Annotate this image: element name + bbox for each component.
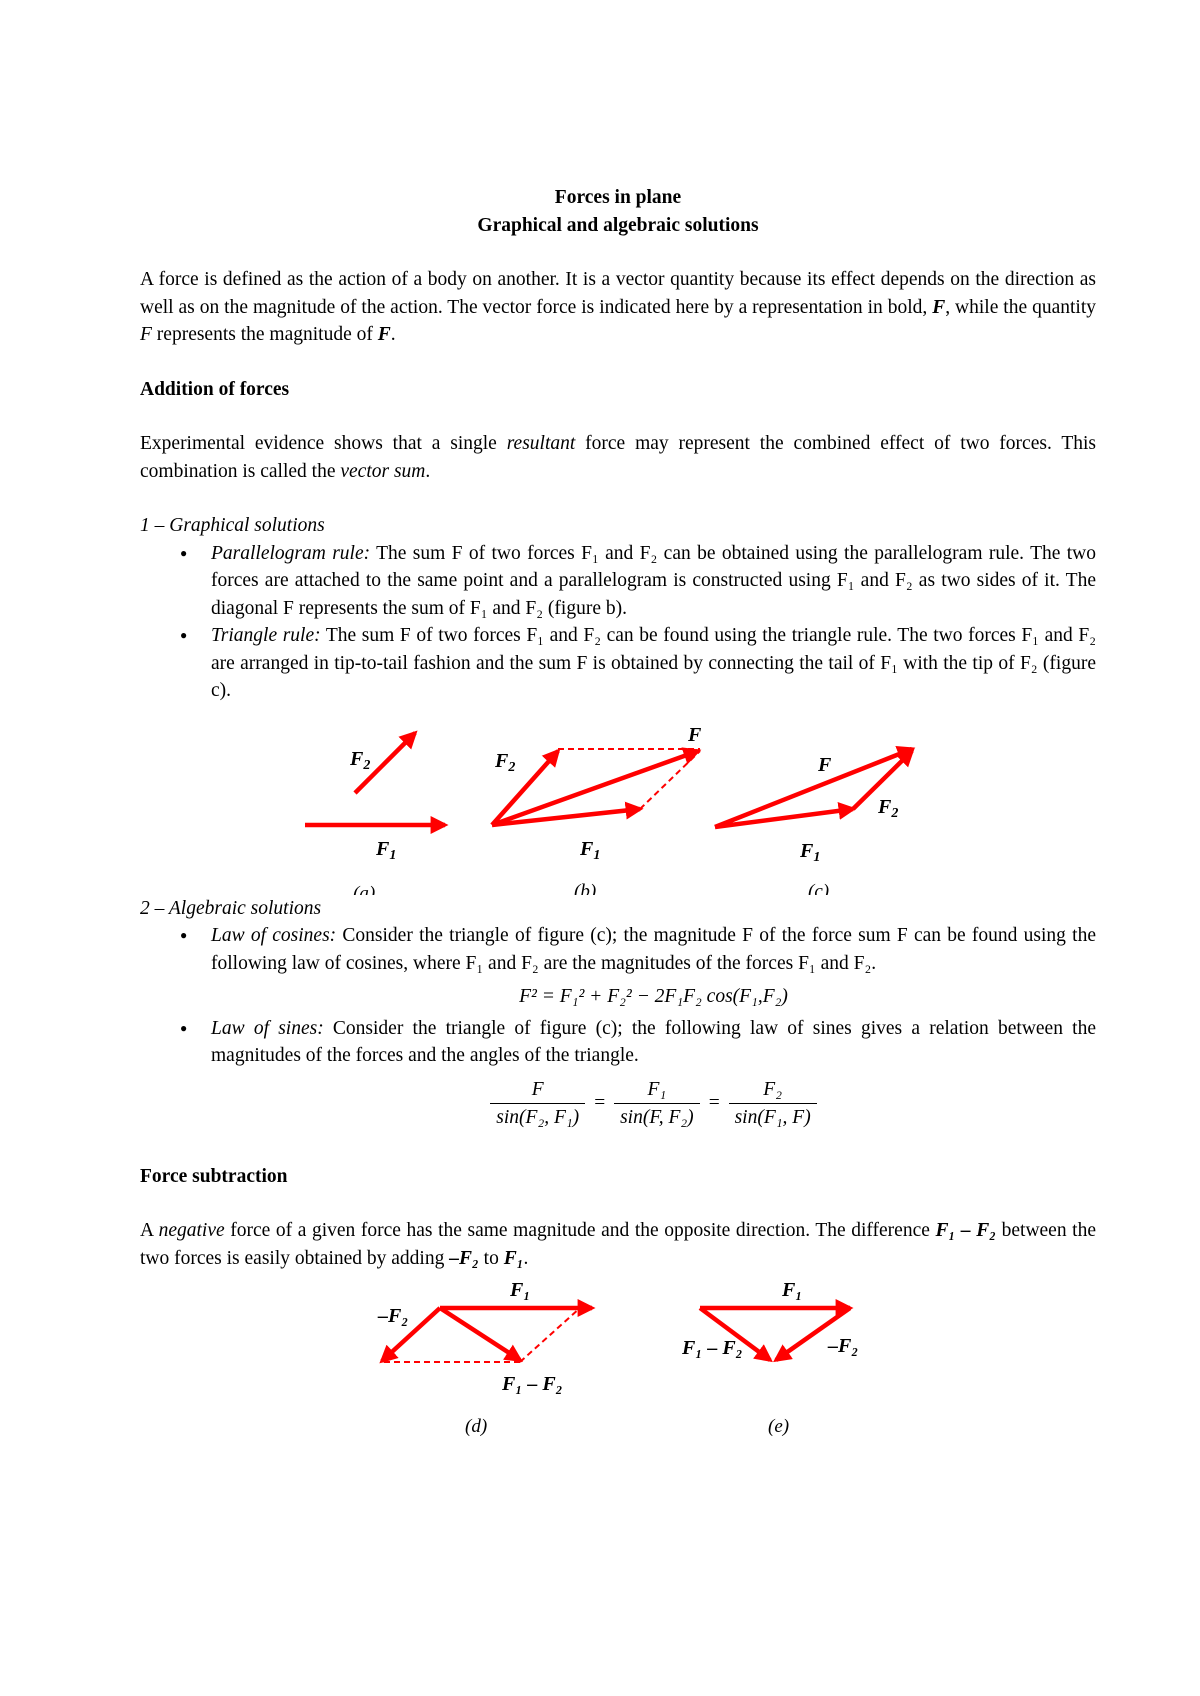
label-F-b: F [688,723,702,746]
caption-b: (b) [574,880,597,895]
label-F1-e: F₁ [782,1279,803,1301]
subtraction-heading: Force subtraction [140,1165,288,1187]
label-diff-e: F₁ – F₂ [682,1337,743,1359]
arrow-diff-d [440,1308,520,1360]
page-subtitle: Graphical and algebraic solutions [477,214,759,236]
algebraic-list [140,922,1096,1132]
dashed-right-d [520,1308,580,1362]
label-F2-c: $F_2$ [878,795,899,821]
label-negF2-e: –F₂ [828,1335,859,1357]
figure-addition [140,705,1096,895]
label-F-c: F [818,753,832,776]
graphical-heading: 1 – Graphical solutions [140,515,325,536]
graphical-list [140,540,1096,705]
label-F1-c: $F_1$ [800,839,821,865]
label-F1-b: $F_1$ [580,837,601,863]
label-F2-a: $F_2$ [350,747,371,773]
caption-a: (a) [353,882,376,895]
algebraic-heading: 2 – Algebraic solutions [140,897,322,919]
label-negF2-d: –F₂ [378,1305,409,1327]
caption-e: (e) [768,1416,790,1437]
triangle-item: ● Triangle rule: The sum F of two forces F₁ and F₂ can be found using the triangle rule. The two forces F₁ and F₂ are arranged in tip-to-tail fashion and the sum F is obtained by connecting the tail of F₁ with the tip of F₂ (figure c). [140,622,1096,705]
caption-c: (c) [808,880,830,895]
subtraction-paragraph: A negative force of a given force has the same magnitude and the opposite direction. The difference F₁ – F₂ between the two forces is easily obtained by adding –F₂ to F₁. [140,1220,1096,1269]
addition-paragraph: Experimental evidence shows that a single resultant force may represent the combined effect of two forces. This combination is called the vector sum. [140,433,1096,482]
sines-item: ● Law of sines: Consider the triangle of figure (c); the following law of sines gives a relation between the magnitudes of the forces and the angles of the triangle. $\frac{F}{\text{sin(F₂, F₁)}}$ = $\frac{\text{F₁}}{\text{sin(F, F₂)}}$ = $\frac{\text{F₂}}{\text{sin(F₁, F)}}$ [140,1015,1096,1132]
cosines-item: ● Law of cosines: Consider the triangle of figure (c); the magnitude F of the force sum F can be found using the following law of cosines, where F₁ and F₂ are the magnitudes of the forces F₁ and F₂. F² = F₁² + F₂² − 2F₁F₂ cos(F₁,F₂) [140,922,1096,1011]
addition-diagram [140,705,1096,895]
intro-paragraph: A force is defined as the action of a body on another. It is a vector quantity because its effect depends on the direction as well as on the magnitude of the action. The vector force is indicated here by a representation in bold, F, while the quantity F represents the magnitude of F. [140,269,1096,345]
sines-equation: $\frac{F}{\text{sin(F₂, F₁)}}$ = $\frac{\text{F₁}}{\text{sin(F, F₂)}}$ = $\frac{\text{F₂}}{\text{sin(F₁, F)}}$ [211,1076,1096,1132]
parallelogram-item: ● Parallelogram rule: The sum F of two forces F₁ and F₂ can be obtained using the parallelogram rule. The two forces are attached to the same point and a parallelogram is constructed using F₁ and F₂ as two sides of it. The diagonal F represents the sum of F₁ and F₂ (figure b). [140,540,1096,623]
label-F1-d: F₁ [510,1279,531,1301]
figure-subtraction [140,1272,1096,1462]
label-diff-d: F₁ – F₂ [502,1373,563,1395]
addition-heading: Addition of forces [140,378,290,400]
cosines-equation: F² = F₁² + F₂² − 2F₁F₂ cos(F₁,F₂) [519,986,788,1007]
page-title: Forces in plane [554,187,682,208]
label-F2-b: $F_2$ [495,749,516,775]
label-F1-a: $F_1$ [376,837,397,863]
caption-d: (d) [465,1416,488,1437]
subtraction-diagram [140,1272,1096,1462]
document-page [140,184,1096,1462]
